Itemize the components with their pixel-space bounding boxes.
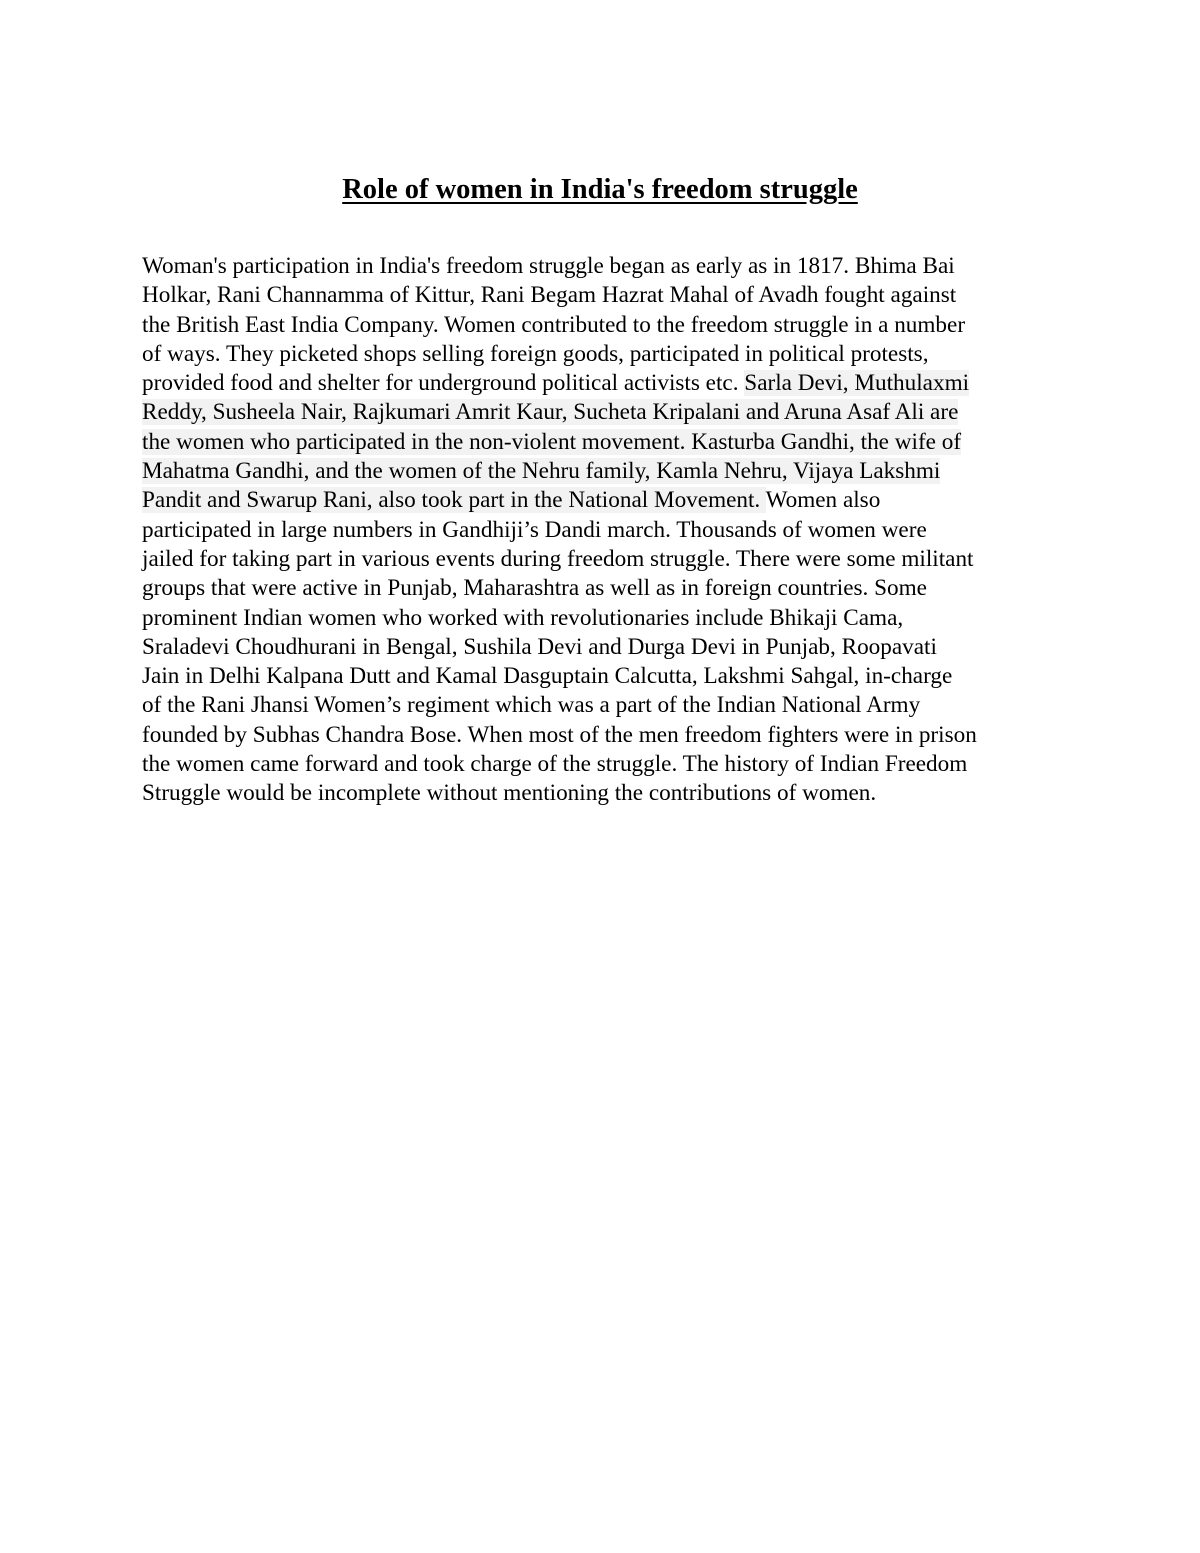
paragraph-line: jailed for taking part in various events during freedom struggle. There were some militant <box>142 545 974 572</box>
paragraph-line: provided food and shelter for underground political activists etc. Sarla Devi, Muthulaxmi <box>142 370 970 397</box>
paragraph-line: founded by Subhas Chandra Bose. When most of the men freedom fighters were in prison <box>142 721 977 748</box>
paragraph-line: Jain in Delhi Kalpana Dutt and Kamal Dasguptain Calcutta, Lakshmi Sahgal, in-charge <box>142 663 953 690</box>
paragraph-line: of the Rani Jhansi Women’s regiment which was a part of the Indian National Army <box>142 692 921 719</box>
paragraph-line: Struggle would be incomplete without mentioning the contributions of women. <box>142 780 877 807</box>
paragraph-line: of ways. They picketed shops selling foreign goods, participated in political protests, <box>142 340 929 367</box>
paragraph-line <box>142 457 1072 486</box>
shaded-text: Mahatma Gandhi, and the women of the Nehru family, Kamla Nehru, Vijaya Lakshmi <box>142 458 941 485</box>
body-paragraph <box>142 252 1072 809</box>
paragraph-line: the women came forward and took charge of the struggle. The history of Indian Freedom <box>142 751 968 778</box>
paragraph-line: the British East India Company. Women contributed to the freedom struggle in a number <box>142 311 966 338</box>
shaded-text: the women who participated in the non-violent movement. Kasturba Gandhi, the wife of <box>142 428 962 455</box>
paragraph-line: prominent Indian women who worked with revolutionaries include Bhikaji Cama, <box>142 604 904 631</box>
shaded-text: Sarla Devi, Muthulaxmi <box>744 370 970 397</box>
paragraph-line: participated in large numbers in Gandhiji’s Dandi march. Thousands of women were <box>142 516 927 543</box>
paragraph-line: groups that were active in Punjab, Maharashtra as well as in foreign countries. Some <box>142 575 927 602</box>
paragraph-line: Holkar, Rani Channamma of Kittur, Rani Begam Hazrat Mahal of Avadh fought against <box>142 282 957 309</box>
paragraph-line <box>142 428 1072 457</box>
paragraph-line <box>142 398 1072 427</box>
paragraph-line: Woman's participation in India's freedom struggle began as early as in 1817. Bhima Bai <box>142 253 955 279</box>
shaded-text: Reddy, Susheela Nair, Rajkumari Amrit Kaur, Sucheta Kripalani and Aruna Asaf Ali are <box>142 399 959 426</box>
document-title: Role of women in India's freedom struggle <box>342 174 858 205</box>
shaded-text: Pandit and Swarup Rani, also took part in the National Movement. <box>142 487 766 514</box>
paragraph-line: Pandit and Swarup Rani, also took part in the National Movement. Women also <box>142 487 881 514</box>
paragraph-line: Sraladevi Choudhurani in Bengal, Sushila Devi and Durga Devi in Punjab, Roopavati <box>142 633 937 660</box>
